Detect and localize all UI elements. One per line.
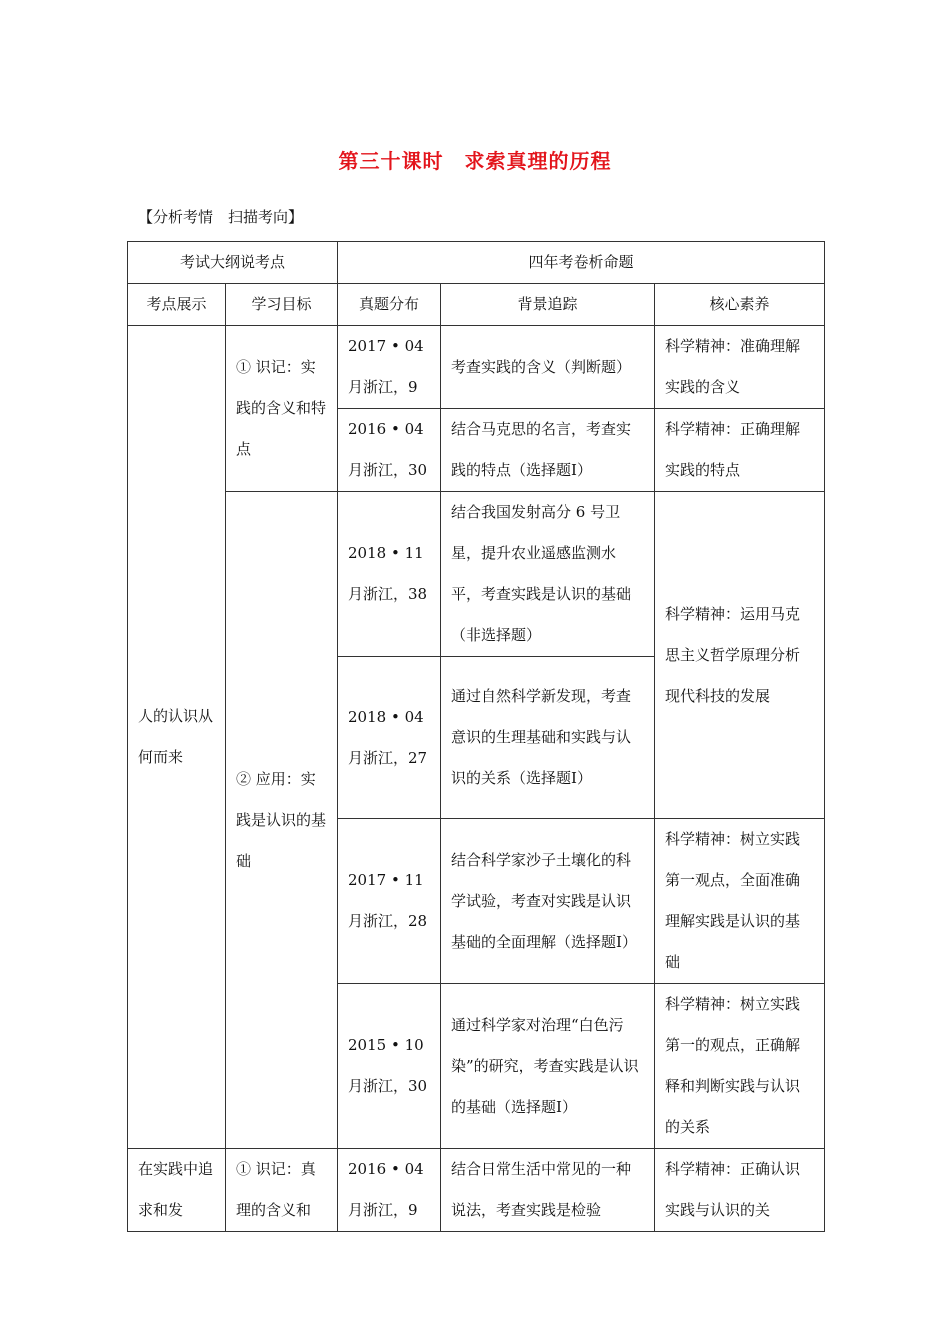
header-group-syllabus: 考试大纲说考点: [128, 242, 338, 284]
table-row: [128, 1149, 825, 1232]
header-goal: 学习目标: [226, 284, 338, 326]
header-core: 核心素养: [655, 284, 825, 326]
topic-cell: 人的认识从何而来: [128, 326, 226, 1149]
header-group-exams: 四年考卷析命题: [338, 242, 825, 284]
distribution-cell: 2016 • 04 月浙江，9: [338, 1149, 441, 1232]
distribution-cell: 2018 • 11 月浙江，38: [338, 492, 441, 657]
distribution-cell: 2015 • 10 月浙江，30: [338, 984, 441, 1149]
goal-cell: ① 识记：真理的含义和: [226, 1149, 338, 1232]
table-row: [128, 492, 825, 657]
background-cell: 通过自然科学新发现，考查意识的生理基础和实践与认识的关系（选择题Ⅰ）: [441, 657, 655, 819]
core-cell: 科学精神：准确理解实践的含义: [655, 326, 825, 409]
table-row: [128, 326, 825, 409]
goal-cell: ① 识记：实践的含义和特点: [226, 326, 338, 492]
exam-analysis-table: [127, 241, 825, 1232]
core-cell: 科学精神：运用马克思主义哲学原理分析现代科技的发展: [655, 492, 825, 819]
background-cell: 考查实践的含义（判断题）: [441, 326, 655, 409]
header-background: 背景追踪: [441, 284, 655, 326]
background-cell: 结合马克思的名言，考查实践的特点（选择题Ⅰ）: [441, 409, 655, 492]
goal-cell: ② 应用：实践是认识的基础: [226, 492, 338, 1149]
header-topic: 考点展示: [128, 284, 226, 326]
topic-cell: 在实践中追求和发: [128, 1149, 226, 1232]
background-cell: 结合我国发射高分 6 号卫星，提升农业遥感监测水平，考查实践是认识的基础（非选择题）: [441, 492, 655, 657]
core-cell: 科学精神：正确认识实践与认识的关: [655, 1149, 825, 1232]
header-row-1: [128, 242, 825, 284]
distribution-cell: 2016 • 04 月浙江，30: [338, 409, 441, 492]
core-cell: 科学精神：正确理解实践的特点: [655, 409, 825, 492]
background-cell: 结合科学家沙子土壤化的科学试验，考查对实践是认识基础的全面理解（选择题Ⅰ）: [441, 819, 655, 984]
distribution-cell: 2017 • 04 月浙江，9: [338, 326, 441, 409]
header-distribution: 真题分布: [338, 284, 441, 326]
background-cell: 结合日常生活中常见的一种说法，考查实践是检验: [441, 1149, 655, 1232]
header-row-2: [128, 284, 825, 326]
distribution-cell: 2018 • 04 月浙江，27: [338, 657, 441, 819]
core-cell: 科学精神：树立实践第一观点，全面准确理解实践是认识的基础: [655, 819, 825, 984]
page-title: 第三十课时 求索真理的历程: [338, 149, 612, 173]
distribution-cell: 2017 • 11 月浙江，28: [338, 819, 441, 984]
core-cell: 科学精神：树立实践第一的观点，正确解释和判断实践与认识的关系: [655, 984, 825, 1149]
section-heading: 【分析考情 扫描考向】: [138, 208, 304, 226]
background-cell: 通过科学家对治理“白色污染”的研究，考查实践是认识的基础（选择题Ⅰ）: [441, 984, 655, 1149]
